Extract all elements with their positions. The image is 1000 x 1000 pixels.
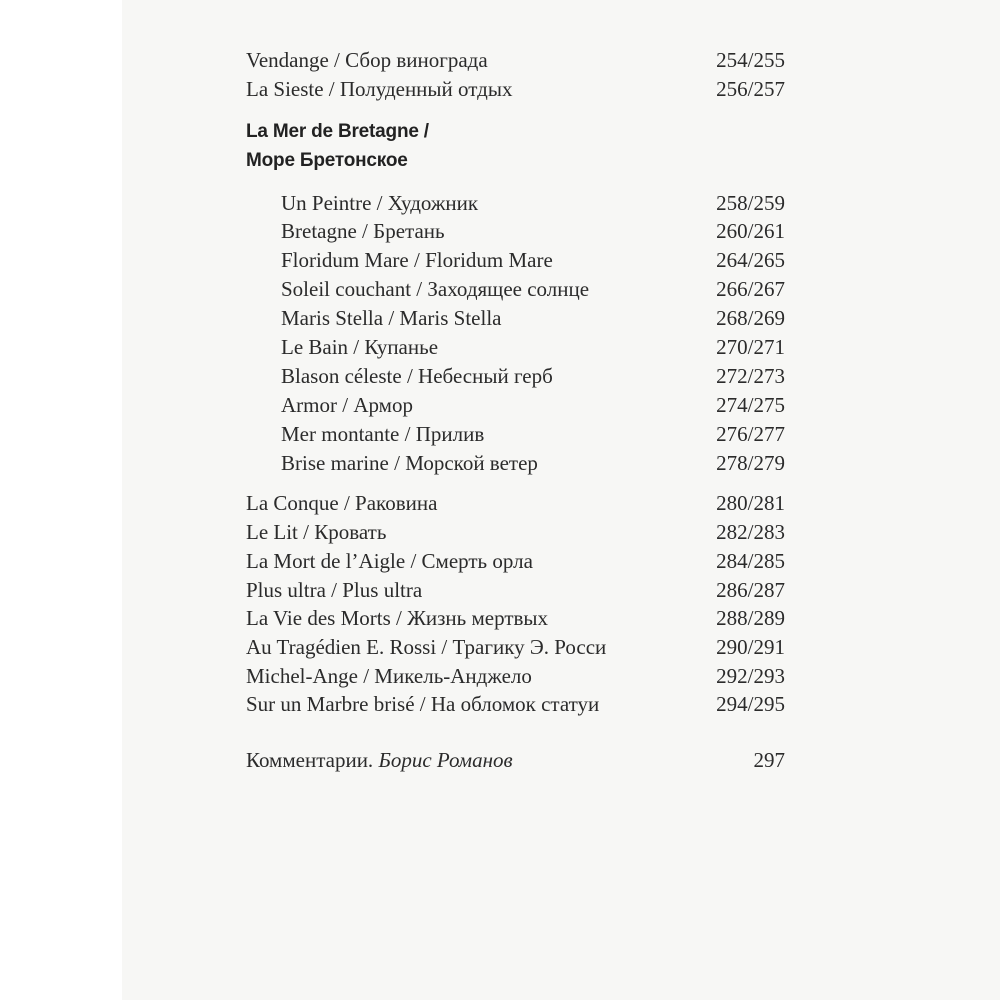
toc-entry-pages: 278/279 bbox=[716, 451, 785, 475]
toc-entry-pages: 280/281 bbox=[716, 491, 785, 515]
toc-entry-title: Mer montante / Прилив bbox=[281, 422, 485, 446]
toc-entry-pages: 272/273 bbox=[716, 364, 785, 388]
toc-entry-pages: 292/293 bbox=[716, 664, 785, 688]
section-heading-line1: La Mer de Bretagne / bbox=[246, 121, 429, 142]
toc-entry-pages: 256/257 bbox=[716, 77, 785, 101]
toc-entry-pages: 260/261 bbox=[716, 219, 785, 243]
commentary-label: Комментарии. bbox=[246, 748, 374, 772]
toc-entry-title: Le Bain / Купанье bbox=[281, 335, 439, 359]
toc-entry-title: Floridum Mare / Floridum Mare bbox=[281, 248, 553, 272]
toc-entry-pages: 276/277 bbox=[716, 422, 785, 446]
toc-entry-pages: 294/295 bbox=[716, 692, 785, 716]
page-margin bbox=[0, 0, 122, 1000]
toc-entry-title: Michel-Ange / Микель-Анджело bbox=[246, 664, 532, 688]
toc-entry-title: La Mort de l’Aigle / Смерть орла bbox=[246, 549, 533, 573]
toc-entry-title: Soleil couchant / Заходящее солнце bbox=[281, 277, 590, 301]
commentary-page: 297 bbox=[753, 748, 785, 772]
commentary-author: Борис Романов bbox=[378, 748, 513, 772]
toc-entry-pages: 290/291 bbox=[716, 635, 785, 659]
toc-entry-pages: 288/289 bbox=[716, 606, 785, 630]
toc-entry-pages: 266/267 bbox=[716, 277, 785, 301]
toc-entry-title: Brise marine / Морской ветер bbox=[281, 451, 538, 475]
toc-entry-title: La Sieste / Полуденный отдых bbox=[246, 77, 513, 101]
toc-entry-pages: 284/285 bbox=[716, 549, 785, 573]
toc-entry-title: Sur un Marbre brisé / На обломок статуи bbox=[246, 692, 600, 716]
toc-entry-title: Au Tragédien E. Rossi / Трагику Э. Росси bbox=[246, 635, 607, 659]
toc-entry-title: La Vie des Morts / Жизнь мертвых bbox=[246, 606, 549, 630]
toc-entry-pages: 274/275 bbox=[716, 393, 785, 417]
toc-entry-pages: 286/287 bbox=[716, 578, 785, 602]
toc-entry-pages: 254/255 bbox=[716, 48, 785, 72]
toc-entry-pages: 264/265 bbox=[716, 248, 785, 272]
toc-entry-pages: 270/271 bbox=[716, 335, 785, 359]
toc-entry-title: Blason céleste / Небесный герб bbox=[281, 364, 553, 388]
toc-entry-title: Le Lit / Кровать bbox=[246, 520, 387, 544]
toc-entry-pages: 282/283 bbox=[716, 520, 785, 544]
toc-entry-title: Vendange / Сбор винограда bbox=[246, 48, 488, 72]
toc-entry-title: Maris Stella / Maris Stella bbox=[281, 306, 502, 330]
toc-entry-title: Plus ultra / Plus ultra bbox=[246, 578, 423, 602]
toc-entry-title: La Conque / Раковина bbox=[246, 491, 438, 515]
section-heading-line2: Море Бретонское bbox=[246, 150, 408, 171]
commentary-entry bbox=[246, 748, 513, 772]
toc-entry-title: Armor / Армор bbox=[281, 393, 413, 417]
toc-entry-title: Bretagne / Бретань bbox=[281, 219, 445, 243]
toc-entry-pages: 268/269 bbox=[716, 306, 785, 330]
toc-entry-pages: 258/259 bbox=[716, 191, 785, 215]
toc-entry-title: Un Peintre / Художник bbox=[281, 191, 479, 215]
